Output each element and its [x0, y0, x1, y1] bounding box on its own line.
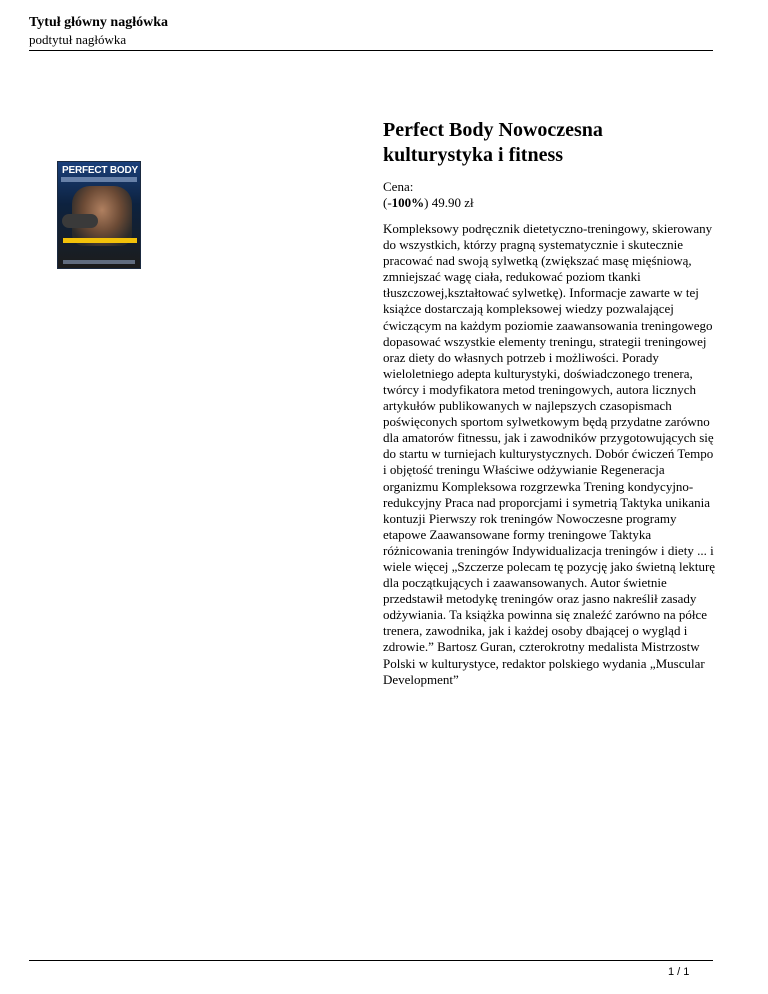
cover-title-text: PERFECT BODY: [62, 165, 138, 176]
footer-divider: [29, 960, 713, 961]
header-divider: [29, 50, 713, 51]
header-subtitle: podtytuł nagłówka: [29, 32, 127, 47]
cover-strip: [61, 177, 137, 182]
price-discount-open: (-: [383, 195, 392, 210]
cover-bottom-band: [63, 260, 135, 264]
book-cover-image[interactable]: [57, 161, 141, 269]
cover-athlete-arm: [62, 214, 98, 228]
price-value: ) 49.90 zł: [424, 195, 474, 210]
header-title: Tytuł główny nagłówka: [29, 15, 168, 30]
product-description: Kompleksowy podręcznik dietetyczno-treningowy, skierowany do wszystkich, którzy pragną systematycznie i skutecznie pracować nad swoją sylwetką (zwiększać masę mięśniową, zmniejszać wagę ciała, redukować poziom tkanki tłuszczowej,kształtować sylwetkę). Informacje zawarte w tej książce dostarczają kompleksowej wiedzy pozwalającej ćwiczącym na każdym poziomie zaawansowania treningowego dopasować wszystkie elementy treningu, strategii treningowej oraz diety do własnych potrzeb i możliwości. Porady wieloletniego adepta kulturystyki, doświadczonego trenera, twórcy i modyfikatora metod treningowych, autora licznych artykułów publikowanych w najlepszych czasopismach poświęconych sportom sylwetkowym będą przydatne zarówno dla amatorów fitnessu, jak i zawodników przygotowujących się do startu w turniejach kulturystycznych. Dobór ćwiczeń Tempo i objętość treningu Właściwe odżywianie Regeneracja organizmu Kompleksowa rozgrzewka Trening kondycyjno-redukcyjny Praca nad proporcjami i symetrią Taktyka unikania kontuzji Pierwszy rok treningów Nowoczesne programy etapowe Zaawansowane formy treningowe Taktyka różnicowania treningów Indywidualizacja treningów i diety ... i wiele więcej „Szczerze polecam tę pozycję jako świetną lekturę dla początkujących i zaawansowanych. Autor świetnie przedstawił metodykę treningów oraz jasno nakreślił zasady odżywiania. Ta książka powinna się znaleźć zarówno na półce trenera, zawodnika, jak i każdej osoby dbającej o wygląd i zdrowie.” Bartosz Guran, czterokrotny medalista Mistrzostw Polski w kulturystyce, redaktor polskiego wydania „Muscular Development”: [383, 221, 716, 687]
page-number: 1 / 1: [668, 966, 690, 978]
product-title: Perfect Body Nowoczesna kulturystyka i fitness: [383, 119, 603, 166]
price-discount: 100%: [391, 195, 425, 210]
price-line: [383, 195, 474, 211]
cover-subtitle-band: [63, 238, 137, 243]
price-label: Cena:: [383, 179, 414, 194]
